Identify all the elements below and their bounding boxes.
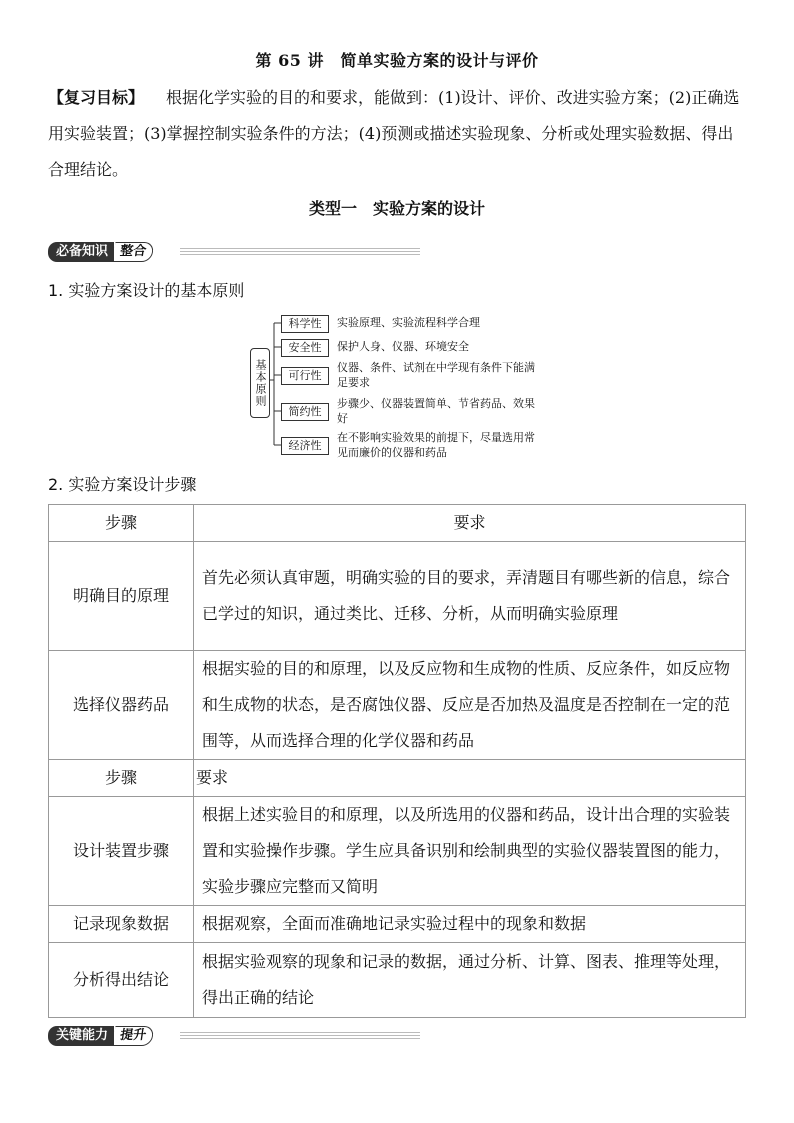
table-header-row: [49, 505, 746, 542]
table-cell-requirement: 根据实验观察的现象和记录的数据，通过分析、计算、图表、推理等处理，得出正确的结论: [194, 943, 746, 1018]
table-header-step: 步骤: [49, 505, 194, 542]
banner-decor-line: [180, 1031, 420, 1039]
type-title: 类型一 实验方案的设计: [308, 199, 485, 218]
banner-right-label: 提升: [113, 1026, 155, 1046]
steps-table: [48, 504, 746, 1018]
page-title: 第 65 讲 简单实验方案的设计与评价: [255, 51, 539, 70]
table-row: [49, 943, 746, 1018]
table-cell-step: 记录现象数据: [49, 906, 194, 943]
table-cell-step: 设计装置步骤: [49, 797, 194, 906]
table-row: [49, 797, 746, 906]
table-row: [49, 542, 746, 651]
section-heading-steps: 2. 实验方案设计步骤: [48, 475, 197, 494]
banner-left-label: 必备知识: [48, 242, 114, 262]
diagram-desc-simplicity: 步骤少、仪器装置简单、节省药品、效果好: [337, 397, 535, 425]
banner-left-label: 关键能力: [48, 1026, 114, 1046]
table-row: [49, 760, 746, 797]
table-cell-step: 分析得出结论: [49, 943, 194, 1018]
review-goals-tag: 【复习目标】: [48, 88, 145, 107]
banner-decor-line: [180, 247, 420, 255]
diagram-label-simplicity: 简约性: [281, 403, 329, 421]
diagram-label-feasibility: 可行性: [281, 367, 329, 385]
banner-right-label: 整合: [113, 242, 155, 262]
banner-essential-knowledge: [48, 242, 153, 262]
diagram-label-economy: 经济性: [281, 437, 329, 455]
diagram-desc-scientific: 实验原理、实验流程科学合理: [337, 316, 480, 329]
table-cell-requirement: 根据实验的目的和原理，以及反应物和生成物的性质、反应条件，如反应物和生成物的状态，是否腐蚀仪器、反应是否加热及温度是否控制在一定的范围等，从而选择合理的化学仪器和药品: [194, 651, 746, 760]
table-cell-requirement: 要求: [194, 760, 746, 797]
table-cell-requirement: 根据上述实验目的和原理，以及所选用的仪器和药品，设计出合理的实验装置和实验操作步骤。学生应具备识别和绘制典型的实验仪器装置图的能力，实验步骤应完整而又简明: [194, 797, 746, 906]
table-header-requirement: 要求: [194, 505, 746, 542]
table-cell-step: 明确目的原理: [49, 542, 194, 651]
table-cell-step: 选择仪器药品: [49, 651, 194, 760]
diagram-desc-feasibility: 仪器、条件、试剂在中学现有条件下能满足要求: [337, 361, 535, 389]
principles-diagram: [248, 308, 548, 463]
diagram-desc-economy: 在不影响实验效果的前提下，尽量选用常见而廉价的仪器和药品: [337, 431, 535, 459]
table-row: [49, 651, 746, 760]
review-goals-text: 根据化学实验的目的和要求，能做到：(1)设计、评价、改进实验方案；(2)正确选用实验装置；(3)掌握控制实验条件的方法；(4)预测或描述实验现象、分析或处理实验数据、得出合理结论。: [48, 88, 740, 179]
section-heading-principles: 1. 实验方案设计的基本原则: [48, 281, 245, 300]
diagram-label-safety: 安全性: [281, 339, 329, 357]
table-cell-requirement: 首先必须认真审题，明确实验的目的要求，弄清题目有哪些新的信息，综合已学过的知识，通过类比、迁移、分析，从而明确实验原理: [194, 542, 746, 651]
table-row: [49, 906, 746, 943]
diagram-label-scientific: 科学性: [281, 315, 329, 333]
table-cell-step: 步骤: [49, 760, 194, 797]
review-goals: [48, 80, 748, 188]
diagram-desc-safety: 保护人身、仪器、环境安全: [337, 340, 469, 353]
table-cell-requirement: 根据观察，全面而准确地记录实验过程中的现象和数据: [194, 906, 746, 943]
diagram-root-box: 基本原则: [250, 348, 270, 418]
banner-key-ability: [48, 1026, 153, 1046]
